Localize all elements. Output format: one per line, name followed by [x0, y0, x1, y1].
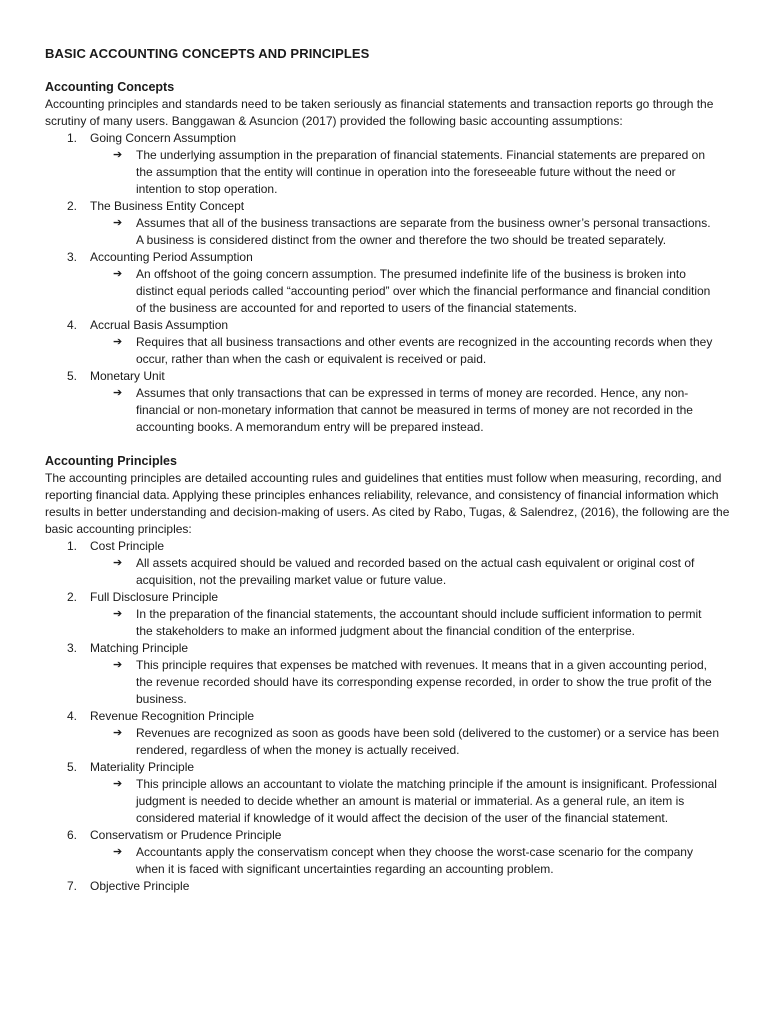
item-number: 7.: [67, 879, 78, 893]
item-number: 6.: [67, 828, 78, 842]
item-number: 4.: [67, 318, 78, 332]
list-item: [45, 130, 728, 198]
item-title: Conservatism or Prudence Principle: [90, 828, 282, 842]
item-description: In the preparation of the financial statements, the accountant should include sufficient information to permit the stakeholders to make an informed judgment about the financial condition of the enterprise.: [136, 607, 702, 638]
list-item: [45, 589, 728, 640]
list-item: [45, 827, 728, 878]
section-intro: The accounting principles are detailed accounting rules and guidelines that entities must follow when measuring, recording, and reporting financial data. Applying these principles enhances reliability, relevance, and consistency of financial information which results in better understanding and decision-making of users. As cited by Rabo, Tugas, & Salendrez, (2016), the following are the basic accounting principles:: [45, 471, 730, 536]
arrow-bullet-icon: ➔: [113, 557, 123, 569]
item-title: The Business Entity Concept: [90, 199, 245, 213]
item-description: Accountants apply the conservatism concept when they choose the worst-case scenario for the company when it is faced with significant uncertainties regarding an accounting problem.: [136, 845, 693, 876]
arrow-bullet-icon: ➔: [113, 727, 123, 739]
section-heading: Accounting Principles: [45, 454, 177, 468]
item-description: This principle allows an accountant to violate the matching principle if the amount is insignificant. Professional judgment is needed to decide whether an amount is material or immaterial. As a general rule, an item is considered material if knowledge of it would affect the decision of the user of the financial statement.: [136, 777, 717, 825]
item-title: Materiality Principle: [90, 760, 195, 774]
item-title: Full Disclosure Principle: [90, 590, 219, 604]
list-item: [45, 708, 728, 759]
section-heading: Accounting Concepts: [45, 80, 175, 94]
arrow-bullet-icon: ➔: [113, 608, 123, 620]
item-number: 1.: [67, 539, 78, 553]
arrow-bullet-icon: ➔: [113, 217, 123, 229]
list-item: [45, 249, 728, 317]
list-item: [45, 368, 728, 436]
concept-list: [45, 130, 728, 436]
item-title: Cost Principle: [90, 539, 165, 553]
item-description: Assumes that only transactions that can be expressed in terms of money are recorded. Hence, any non-financial or non-monetary information that cannot be measured in terms of money are not recorded in the accounting books. A memorandum entry will be prepared instead.: [136, 386, 693, 434]
arrow-bullet-icon: ➔: [113, 268, 123, 280]
item-description: Assumes that all of the business transactions are separate from the business owner’s personal transactions. A business is considered distinct from the owner and therefore the two should be treated separately.: [136, 216, 711, 247]
item-title: Monetary Unit: [90, 369, 165, 383]
list-item: [45, 538, 728, 589]
arrow-bullet-icon: ➔: [113, 149, 123, 161]
item-number: 3.: [67, 250, 78, 264]
section-accounting-concepts: [45, 79, 728, 436]
section-accounting-principles: [45, 453, 728, 895]
item-number: 2.: [67, 590, 78, 604]
item-title: Going Concern Assumption: [90, 131, 237, 145]
section-intro: Accounting principles and standards need to be taken seriously as financial statements and transaction reports go through the scrutiny of many users. Banggawan & Asuncion (2017) provided the following basic accounting assumptions:: [45, 97, 714, 128]
item-title: Matching Principle: [90, 641, 189, 655]
item-description: All assets acquired should be valued and recorded based on the actual cash equivalent or original cost of acquisition, not the prevailing market value or future value.: [136, 556, 695, 587]
item-description: An offshoot of the going concern assumption. The presumed indefinite life of the business is broken into distinct equal periods called “accounting period” over which the financial performance and financial condition of the business are accounted for and reported to users of the financial statements.: [136, 267, 711, 315]
item-number: 5.: [67, 369, 78, 383]
arrow-bullet-icon: ➔: [113, 846, 123, 858]
list-item: [45, 640, 728, 708]
item-number: 3.: [67, 641, 78, 655]
item-description: Revenues are recognized as soon as goods have been sold (delivered to the customer) or a service has been rendered, regardless of when the money is actually received.: [136, 726, 720, 757]
item-title: Revenue Recognition Principle: [90, 709, 255, 723]
arrow-bullet-icon: ➔: [113, 659, 123, 671]
item-description: The underlying assumption in the preparation of financial statements. Financial statements are prepared on the assumption that the entity will continue in operation into the foreseeable future without the need or intention to stop operation.: [136, 148, 705, 196]
list-item: [45, 198, 728, 249]
item-number: 4.: [67, 709, 78, 723]
arrow-bullet-icon: ➔: [113, 336, 123, 348]
item-title: Accrual Basis Assumption: [90, 318, 229, 332]
list-item: [45, 317, 728, 368]
item-description: This principle requires that expenses be matched with revenues. It means that in a given accounting period, the revenue recorded should have its corresponding expense recorded, in order to show the true profit of the business.: [136, 658, 712, 706]
document-title: BASIC ACCOUNTING CONCEPTS AND PRINCIPLES: [45, 46, 370, 61]
arrow-bullet-icon: ➔: [113, 778, 123, 790]
item-title: Objective Principle: [90, 879, 190, 893]
item-number: 1.: [67, 131, 78, 145]
item-number: 2.: [67, 199, 78, 213]
list-item: [45, 878, 728, 895]
list-item: [45, 759, 728, 827]
item-description: Requires that all business transactions and other events are recognized in the accounting records when they occur, rather than when the cash or equivalent is received or paid.: [136, 335, 713, 366]
arrow-bullet-icon: ➔: [113, 387, 123, 399]
principle-list: [45, 538, 728, 895]
item-number: 5.: [67, 760, 78, 774]
item-title: Accounting Period Assumption: [90, 250, 253, 264]
